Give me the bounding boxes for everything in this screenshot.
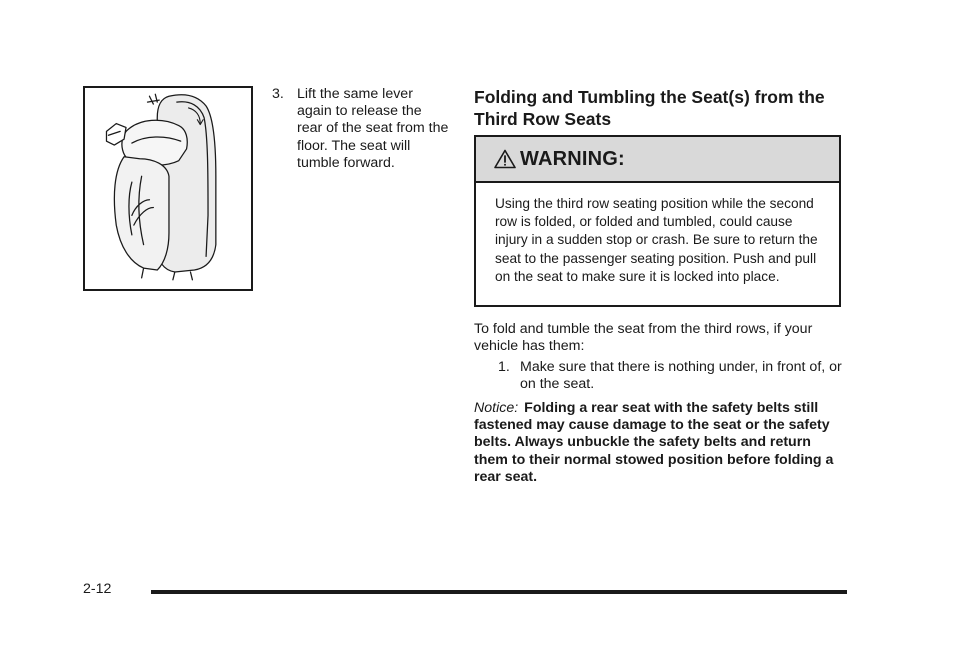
warning-title: WARNING: [520, 147, 625, 170]
footer-rule [151, 590, 847, 594]
warning-text: Using the third row seating position while the second row is folded, or folded and tumbled, could cause injury in a sudden stop or crash. Be sure to return the seat to the passenger seating position. Push and pull on the seat to make sure it is locked into place. [495, 196, 818, 284]
notice-paragraph [474, 400, 844, 486]
seat-tumble-illustration [83, 86, 253, 291]
warning-box [474, 135, 841, 307]
step-1 [498, 359, 844, 393]
page-number: 2-12 [83, 581, 112, 597]
warning-header [476, 137, 839, 183]
notice-label: Notice: [474, 400, 519, 416]
step-1-number: 1. [498, 359, 510, 375]
seat-tumble-drawing [85, 88, 251, 289]
step-3 [272, 86, 450, 172]
intro-paragraph: To fold and tumble the seat from the third rows, if your vehicle has them: [474, 321, 813, 355]
notice-text: Folding a rear seat with the safety belts still fastened may cause damage to the seat or the safety belts. Always unbuckle the safety belts and return them to their normal stowed position before folding a rear seat. [474, 400, 834, 485]
section-heading: Folding and Tumbling the Seat(s) from the Third Row Seats [474, 87, 825, 129]
step-3-number: 3. [272, 86, 284, 102]
step-1-text: Make sure that there is nothing under, in front of, or on the seat. [520, 359, 842, 393]
step-3-text: Lift the same lever again to release the rear of the seat from the floor. The seat will tumble forward. [297, 86, 449, 171]
warning-triangle-icon [494, 149, 516, 169]
